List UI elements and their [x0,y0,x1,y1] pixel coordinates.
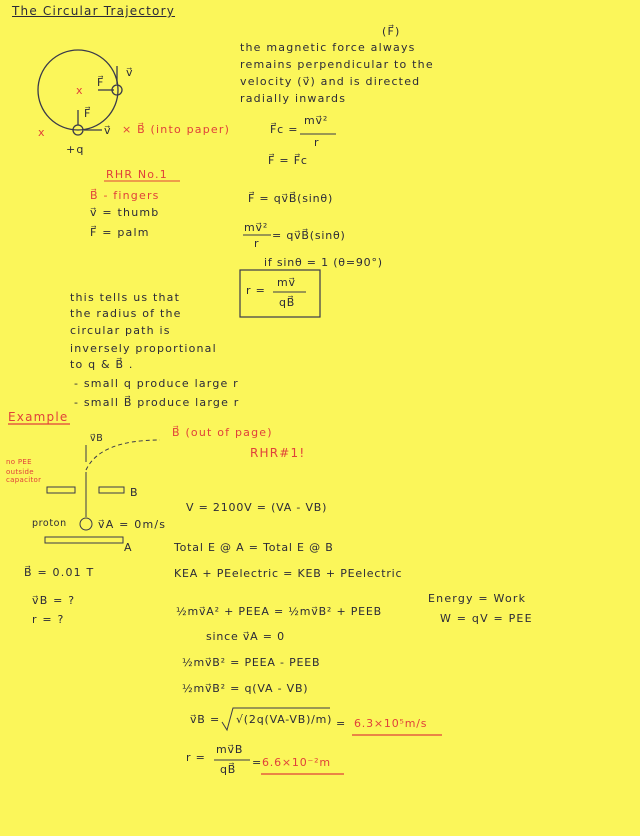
rhr-v-line: v⃗ = thumb [90,206,160,219]
energy-work-line-1: Energy = Work [428,592,527,605]
example-heading: Example [8,410,69,424]
conclusion-line-3: circular path is [70,324,171,337]
f-equals-fc: F⃗ = F⃗c [268,154,308,167]
balance-rhs: = qv⃗B⃗(sinθ) [272,229,346,242]
no-pe-label: no PEE [6,458,32,466]
rbox-denominator: qB⃗ [279,296,296,309]
solution-line-2: Total E @ A = Total E @ B [174,541,334,554]
balance-numerator: mv⃗² [244,221,269,234]
energy-work-line-2: W = qV = PEE [440,612,533,625]
label-f-bottom: F⃗ [84,107,92,120]
description-line-1: the magnetic force always [240,41,416,54]
conclusion-line-4: inversely proportional [70,342,217,355]
rbox-numerator: mv⃗ [277,276,296,289]
rhr-b-line: B⃗ - fingers [90,189,160,202]
outside-label: outside [6,468,34,476]
capacitor-label: capacitor [6,476,42,484]
given-b: B⃗ = 0.01 T [24,566,95,579]
vb-result-expr: √(2q(VA-VB)/m) [236,713,333,726]
solution-line-1: V = 2100V = (VA - VB) [186,501,328,514]
force-symbol: (F⃗) [382,25,401,38]
va-zero: v⃗A = 0m/s [98,518,167,531]
solution-line-6: ½mv⃗B² = PEEA - PEEB [182,656,321,669]
page-title: The Circular Trajectory [12,4,176,18]
proton-circle [80,518,92,530]
plate-b-right [99,487,124,493]
bullet-small-q: - small q produce large r [74,377,239,390]
description-line-3: velocity (v⃗) and is directed [240,75,421,88]
r-result-lhs: r = [186,751,206,764]
balance-denominator: r [254,237,260,250]
fc-lhs: F⃗c = [270,123,299,136]
find-r: r = ? [32,613,65,626]
charge-label: +q [66,143,85,156]
solution-line-5: since v⃗A = 0 [206,630,285,643]
find-vb: v⃗B = ? [32,594,76,607]
plate-a-label: A [124,541,133,554]
f-magnetic: F⃗ = qv⃗B⃗(sinθ) [248,192,334,205]
r-result-denominator: qB⃗ [220,763,237,776]
solution-line-4: ½mv⃗A² + PEEA = ½mv⃗B² + PEEB [176,605,383,618]
rhr-f-line: F⃗ = palm [90,226,150,239]
r-result-value: 6.6×10⁻²m [262,756,331,769]
bullet-small-b: - small B⃗ produce large r [74,396,240,409]
fc-denominator: r [314,136,320,149]
r-result-numerator: mv⃗B [216,743,244,756]
conclusion-line-5: to q & B⃗ . [70,358,134,371]
vb-result-equals: = [336,717,347,730]
x-center-mark: x [76,84,84,97]
solution-line-7: ½mv⃗B² = q(VA - VB) [182,682,309,695]
rhr-heading: RHR No.1 [106,168,168,181]
rbox-lhs: r = [246,284,266,297]
r-result-equals: = [252,756,263,769]
vb-result-value: 6.3×10⁵m/s [354,717,428,730]
conclusion-line-1: this tells us that [70,291,181,304]
label-f-top: F⃗ [97,76,105,89]
plate-a [45,537,123,543]
rhr1-label: RHR#1! [250,446,306,460]
solution-line-3: KEA + PEelectric = KEB + PEelectric [174,567,403,580]
description-line-4: radially inwards [240,92,347,105]
vb-result-lhs: v⃗B = [190,713,220,726]
b-out-of-page: B⃗ (out of page) [172,426,273,439]
plate-b-label: B [130,486,139,499]
label-b-into: × B⃗ (into paper) [122,123,231,136]
description-line-2: remains perpendicular to the [240,58,434,71]
if-condition: if sinθ = 1 (θ=90°) [264,256,383,269]
fc-numerator: mv⃗² [304,114,329,127]
proton-label: proton [32,518,67,529]
label-v-top: v⃗ [126,66,134,79]
label-v-bottom: v⃗ [104,124,112,137]
plate-b-left [47,487,75,493]
vb-label: v⃗B [90,433,104,444]
conclusion-line-2: the radius of the [70,307,182,320]
x-left-mark: x [38,126,46,139]
